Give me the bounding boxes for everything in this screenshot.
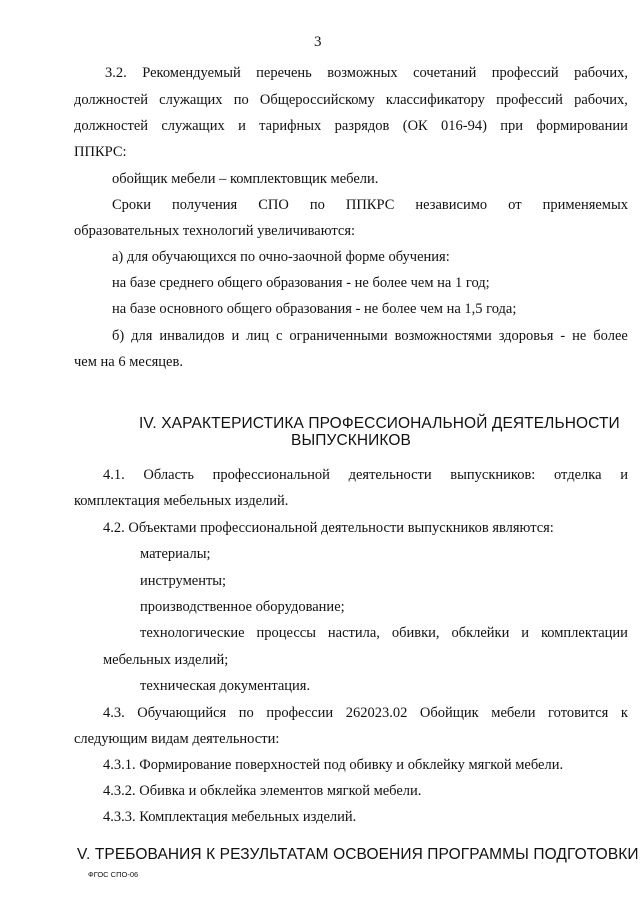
object-item: материалы; xyxy=(140,546,211,562)
item-b-line-2: чем на 6 месяцев. xyxy=(74,354,183,370)
section-3-2-line-3: должностей служащих и тарифных разрядов (ОК 016-94) при формировании xyxy=(74,118,628,134)
page-number: 3 xyxy=(314,34,322,50)
profession-combination: обойщик мебели – комплектовщик мебели. xyxy=(112,171,379,187)
section-iv-title-line-2: ВЫПУСКНИКОВ xyxy=(291,432,411,449)
item-a-secondary: на базе среднего общего образования - не более чем на 1 год; xyxy=(112,275,490,291)
item-b-line-1: б) для инвалидов и лиц с ограниченными возможностями здоровья - не более xyxy=(112,328,628,344)
p4-2: 4.2. Объектами профессиональной деятельности выпускников являются: xyxy=(103,520,554,536)
item-a-basic: на базе основного общего образования - не более чем на 1,5 года; xyxy=(112,301,517,317)
p4-1-line-2: комплектация мебельных изделий. xyxy=(74,493,289,509)
object-tech-line-1: технологические процессы настила, обивки, обклейки и комплектации xyxy=(140,625,628,641)
p4-3-line-2: следующим видам деятельности: xyxy=(74,731,280,747)
section-v-title: V. ТРЕБОВАНИЯ К РЕЗУЛЬТАТАМ ОСВОЕНИЯ ПРОГРАММЫ ПОДГОТОВКИ xyxy=(77,846,639,863)
section-3-2-line-4: ППКРС: xyxy=(74,144,127,160)
section-3-2-line-1: 3.2. Рекомендуемый перечень возможных сочетаний профессий рабочих, xyxy=(105,65,628,81)
activity-item: 4.3.3. Комплектация мебельных изделий. xyxy=(103,809,357,825)
object-tech-line-2: мебельных изделий; xyxy=(103,652,229,668)
activity-item: 4.3.1. Формирование поверхностей под обивку и обклейку мягкой мебели. xyxy=(103,757,564,773)
section-iv-title-line-1: IV. ХАРАКТЕРИСТИКА ПРОФЕССИОНАЛЬНОЙ ДЕЯТЕЛЬНОСТИ xyxy=(139,415,620,432)
item-a: а) для обучающихся по очно-заочной форме обучения: xyxy=(112,249,450,265)
object-doc: техническая документация. xyxy=(140,678,311,694)
document-footer-code: ФГОС СПО-06 xyxy=(88,870,139,879)
p4-3-line-1: 4.3. Обучающийся по профессии 262023.02 Обойщик мебели готовится к xyxy=(103,705,628,721)
terms-line-1: Сроки получения СПО по ППКРС независимо от применяемых xyxy=(112,197,628,213)
activity-item: 4.3.2. Обивка и обклейка элементов мягкой мебели. xyxy=(103,783,422,799)
object-item: производственное оборудование; xyxy=(140,599,345,615)
section-3-2-line-2: должностей служащих по Общероссийскому классификатору профессий рабочих, xyxy=(74,92,628,108)
object-item: инструменты; xyxy=(140,573,227,589)
terms-line-2: образовательных технологий увеличиваются: xyxy=(74,223,356,239)
p4-1-line-1: 4.1. Область профессиональной деятельности выпускников: отделка и xyxy=(103,467,628,483)
